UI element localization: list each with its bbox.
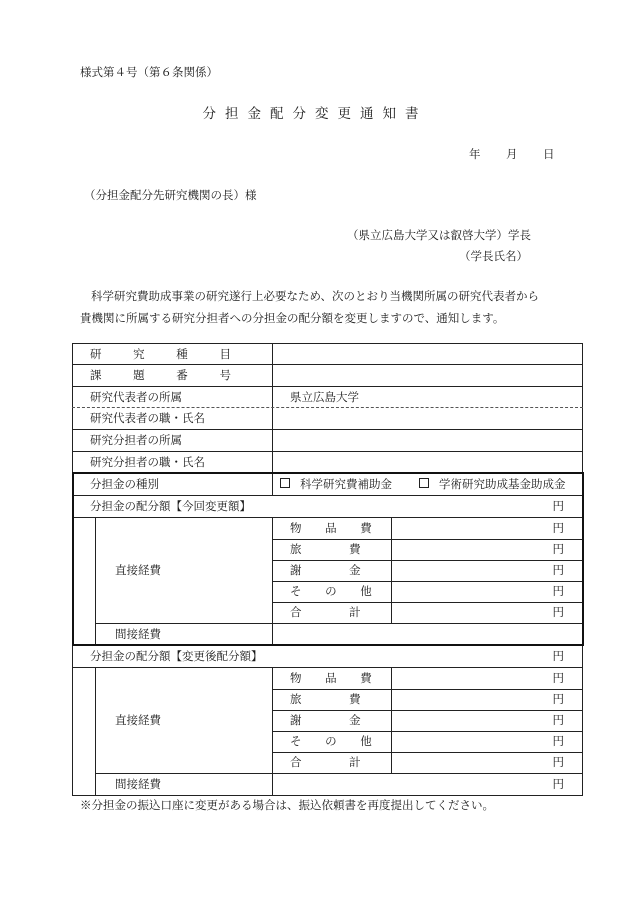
yen-unit: 円 (552, 777, 564, 791)
indirect-costs-label: 間接経費 (115, 777, 161, 791)
direct-costs-label: 直接経費 (115, 713, 161, 727)
document-title: 分担金配分変更通知書 (202, 106, 428, 122)
item-honoraria: 謝 金 (290, 713, 383, 727)
date-month: 月 (506, 147, 518, 161)
yen-unit: 円 (552, 563, 564, 577)
yen-unit: 円 (552, 542, 564, 556)
item-total: 合 計 (290, 755, 383, 769)
pi-affiliation-label: 研究代表者の所属 (90, 390, 182, 404)
yen-unit: 円 (552, 499, 564, 513)
issuer-name: （学長氏名） (459, 249, 528, 263)
item-supplies: 物 品 費 (290, 521, 382, 535)
item-travel: 旅 費 (290, 692, 383, 706)
table-indent-line (95, 667, 96, 795)
after-amount-label: 分担金の配分額【変更後配分額】 (90, 649, 263, 663)
table-rule (72, 795, 583, 796)
body-line-1: 科学研究費助成事業の研究遂行上必要なため、次のとおり当機関所属の研究代表者から (91, 289, 540, 303)
yen-unit: 円 (552, 692, 564, 706)
body-line-2: 貴機関に所属する研究分担者への分担金の配分額を変更しますので、通知します。 (80, 311, 505, 325)
yen-unit: 円 (552, 755, 564, 769)
fund-option-fund-label: 学術研究助成基金助成金 (439, 477, 566, 491)
fund-type-label: 分担金の種別 (90, 477, 159, 491)
item-travel: 旅 費 (290, 542, 383, 556)
current-amount-label: 分担金の配分額【今回変更額】 (90, 499, 251, 513)
yen-unit: 円 (552, 584, 564, 598)
yen-unit: 円 (552, 734, 564, 748)
yen-unit: 円 (552, 713, 564, 727)
addressee: （分担金配分先研究機関の長）様 (84, 188, 257, 202)
fund-option-fund[interactable] (419, 474, 566, 494)
yen-unit: 円 (552, 671, 564, 685)
item-other: そ の 他 (290, 734, 382, 748)
co-affiliation-label: 研究分担者の所属 (90, 433, 182, 447)
project-number-label: 課 題 番 号 (90, 368, 245, 382)
research-type-label: 研 究 種 目 (90, 347, 245, 361)
item-other: そ の 他 (290, 584, 382, 598)
fund-option-grant[interactable] (280, 474, 392, 494)
table-divider (272, 667, 273, 773)
table-divider (272, 773, 273, 795)
date-line (469, 146, 555, 162)
checkbox-icon[interactable] (419, 478, 429, 488)
yen-unit: 円 (552, 605, 564, 619)
checkbox-icon[interactable] (280, 478, 290, 488)
yen-unit: 円 (552, 521, 564, 535)
indirect-costs-label: 間接経費 (115, 627, 161, 641)
co-title-name-label: 研究分担者の職・氏名 (90, 455, 205, 469)
table-divider (391, 667, 392, 773)
form-number: 様式第４号（第６条関係） (80, 65, 218, 79)
table-rule (95, 773, 583, 774)
date-year: 年 (469, 147, 481, 161)
direct-costs-label: 直接経費 (115, 563, 161, 577)
body-text (80, 285, 539, 329)
fund-option-grant-label: 科学研究費補助金 (300, 477, 392, 491)
yen-unit: 円 (552, 649, 564, 663)
item-total: 合 計 (290, 605, 383, 619)
issuer-organization: （県立広島大学又は叡啓大学）学長 (347, 228, 531, 242)
footnote: ※分担金の振込口座に変更がある場合は、振込依頼書を再度提出してください。 (80, 798, 494, 812)
date-day: 日 (543, 147, 555, 161)
item-honoraria: 謝 金 (290, 563, 383, 577)
pi-title-name-label: 研究代表者の職・氏名 (90, 411, 205, 425)
pi-affiliation-value: 県立広島大学 (290, 390, 359, 404)
item-supplies: 物 品 費 (290, 671, 382, 685)
